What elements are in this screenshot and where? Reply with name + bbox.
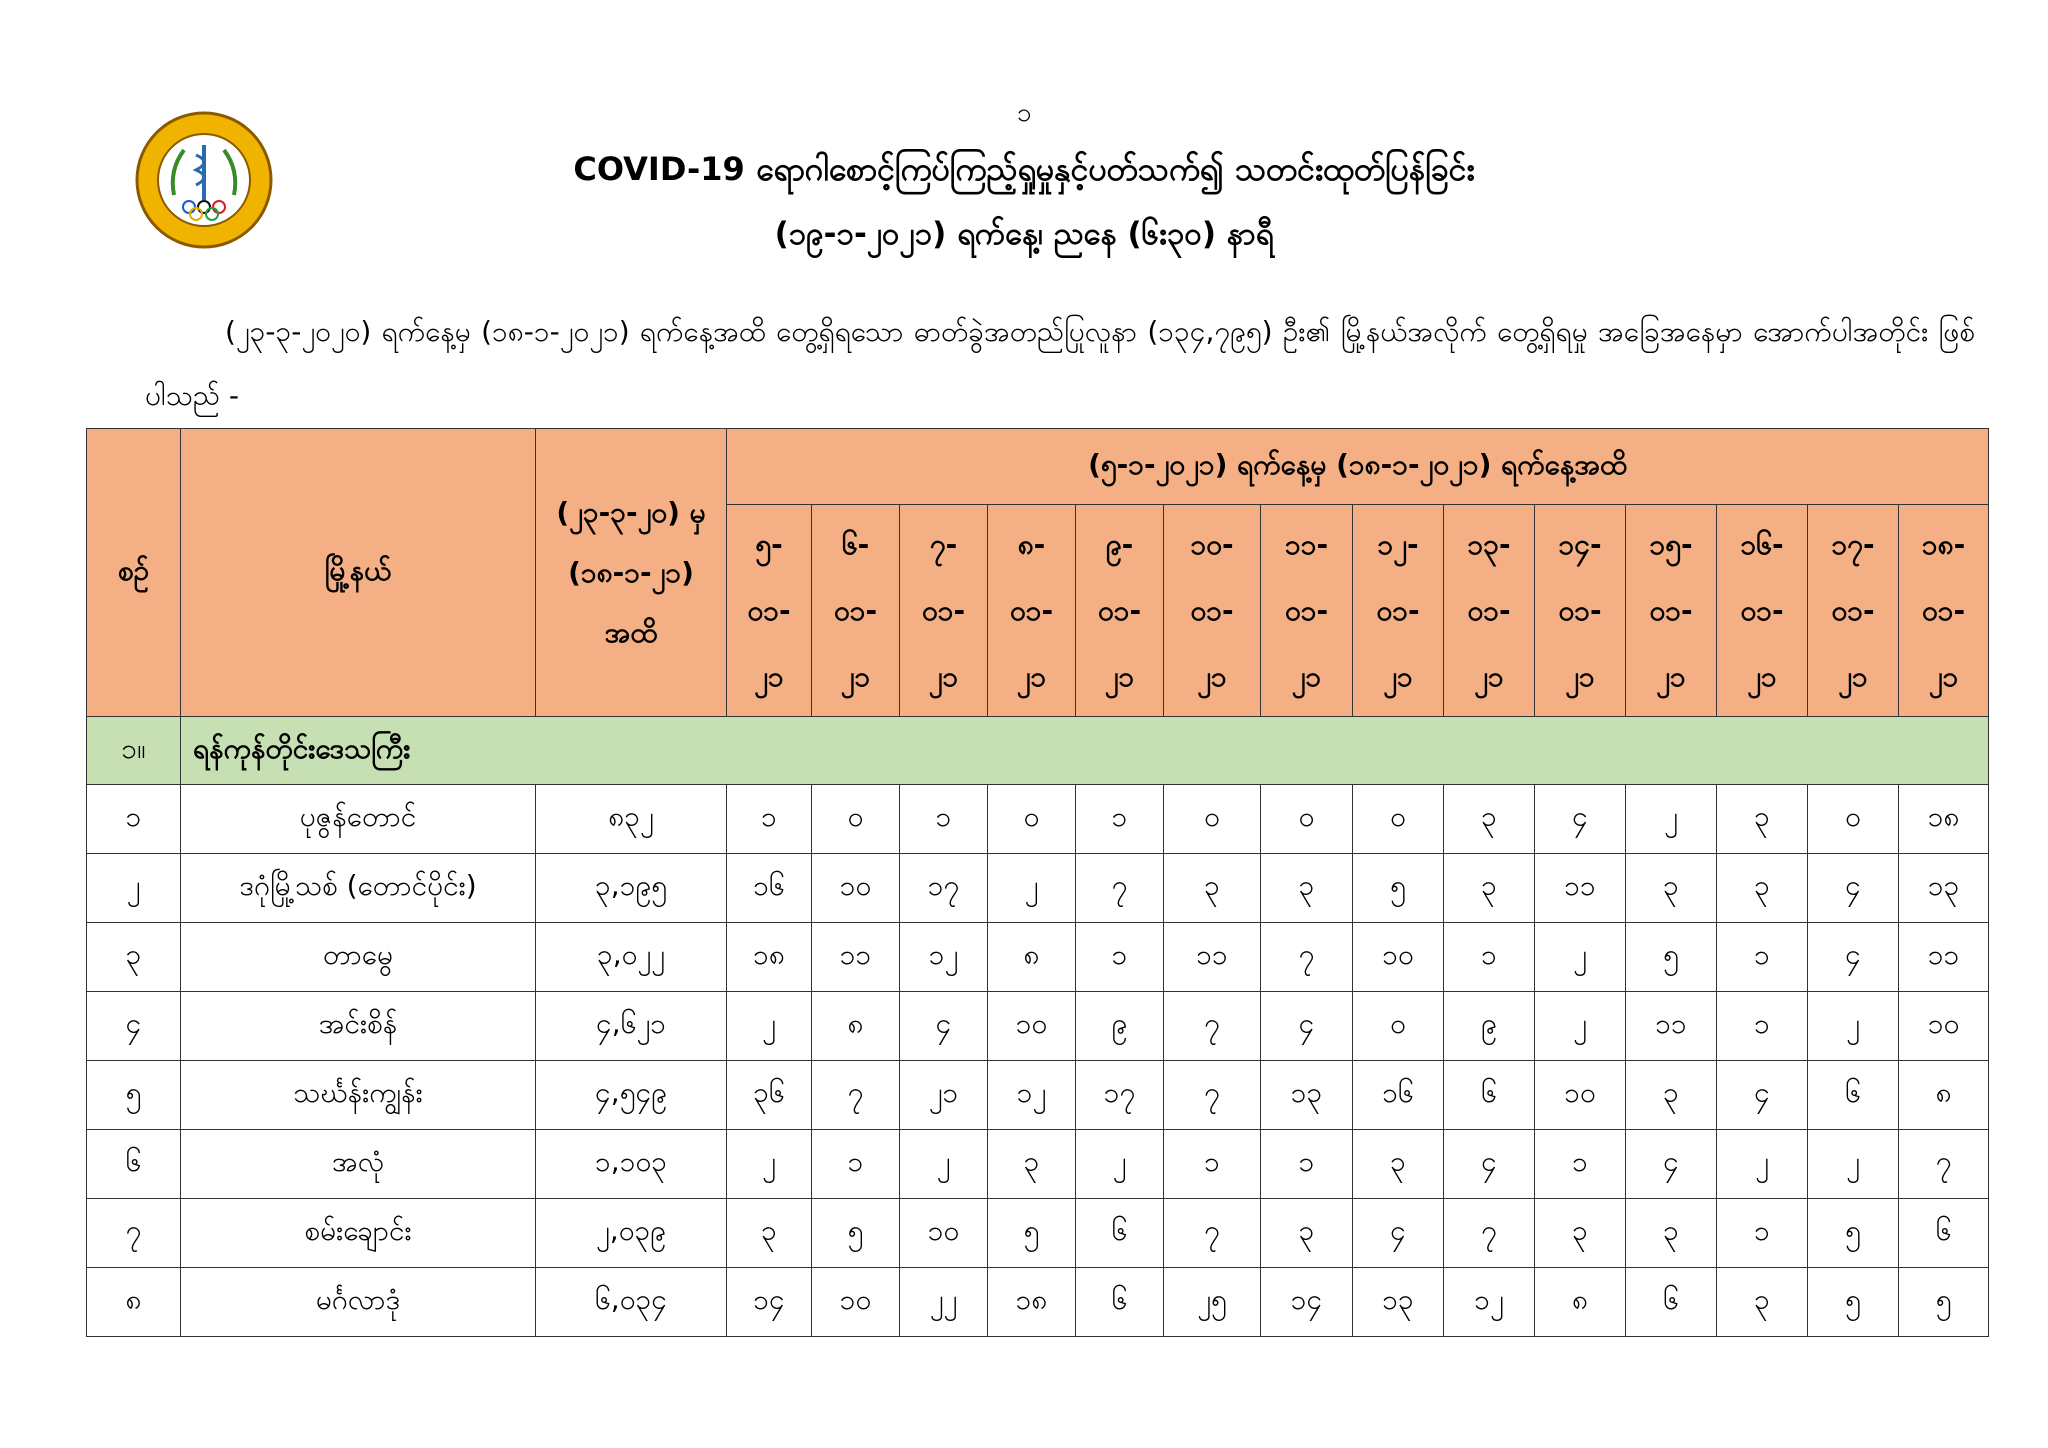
daily-cases: ၈ bbox=[812, 992, 900, 1061]
header-date: ၁၃- ၀၁- ၂၁ bbox=[1444, 505, 1535, 717]
daily-cases: ၁၀ bbox=[1899, 992, 1989, 1061]
daily-cases: ၁၃ bbox=[1261, 1061, 1353, 1130]
daily-cases: ၀ bbox=[1164, 785, 1261, 854]
header-date: ၉- ၀၁- ၂၁ bbox=[1076, 505, 1164, 717]
cumulative-cases: ၃,၀၂၂ bbox=[536, 923, 727, 992]
daily-cases: ၅ bbox=[812, 1199, 900, 1268]
header-date: ၁၀- ၀၁- ၂၁ bbox=[1164, 505, 1261, 717]
daily-cases: ၉ bbox=[1076, 992, 1164, 1061]
daily-cases: ၁၁ bbox=[1899, 923, 1989, 992]
daily-cases: ၃ bbox=[727, 1199, 812, 1268]
intro-paragraph: (၂၃-၃-၂၀၂၀) ရက်နေ့မှ (၁၈-၁-၂၀၂၁) ရက်နေ့အထိ တွေ့ရှိရသော ဓာတ်ခွဲအတည်ပြုလူနာ (၁၃၄,၇၉၅) ဦး၏ မြို့နယ်အလိုက် တွေ့ရှိရမှု အခြေအနေမှာ အောက်ပါအတိုင်း ဖြစ်ပါသည် - bbox=[145, 315, 1975, 412]
header-date: ၈- ၀၁- ၂၁ bbox=[988, 505, 1076, 717]
daily-cases: ၈ bbox=[1899, 1061, 1989, 1130]
daily-cases: ၃ bbox=[988, 1130, 1076, 1199]
header-cumulative: (၂၃-၃-၂၀) မှ (၁၈-၁-၂၁) အထိ bbox=[536, 429, 727, 717]
daily-cases: ၁ bbox=[727, 785, 812, 854]
daily-cases: ၁၇ bbox=[1076, 1061, 1164, 1130]
daily-cases: ၁ bbox=[1076, 785, 1164, 854]
daily-cases: ၁၀ bbox=[812, 854, 900, 923]
header-date: ၁၈- ၀၁- ၂၁ bbox=[1899, 505, 1989, 717]
township-cases-table bbox=[86, 428, 1989, 1337]
daily-cases: ၄ bbox=[1626, 1130, 1717, 1199]
daily-cases: ၂ bbox=[988, 854, 1076, 923]
header-date: ၁၇- ၀၁- ၂၁ bbox=[1808, 505, 1899, 717]
daily-cases: ၄ bbox=[1717, 1061, 1808, 1130]
daily-cases: ၁ bbox=[1164, 1130, 1261, 1199]
daily-cases: ၁၇ bbox=[900, 854, 988, 923]
header-date: ၅- ၀၁- ၂၁ bbox=[727, 505, 812, 717]
table-row bbox=[87, 1061, 1989, 1130]
daily-cases: ၁၂ bbox=[988, 1061, 1076, 1130]
page-number: ၁ bbox=[1016, 98, 1032, 128]
daily-cases: ၂ bbox=[1808, 992, 1899, 1061]
daily-cases: ၆ bbox=[1076, 1268, 1164, 1337]
daily-cases: ၂ bbox=[1535, 992, 1626, 1061]
daily-cases: ၅ bbox=[1353, 854, 1444, 923]
cumulative-cases: ၄,၅၄၉ bbox=[536, 1061, 727, 1130]
daily-cases: ၃ bbox=[1626, 854, 1717, 923]
header-township: မြို့နယ် bbox=[181, 429, 536, 717]
daily-cases: ၂၂ bbox=[900, 1268, 988, 1337]
daily-cases: ၃ bbox=[1535, 1199, 1626, 1268]
daily-cases: ၆ bbox=[1076, 1199, 1164, 1268]
header-date: ၁၄- ၀၁- ၂၁ bbox=[1535, 505, 1626, 717]
daily-cases: ၀ bbox=[1353, 785, 1444, 854]
document-title: COVID-19 ရောဂါစောင့်ကြပ်ကြည့်ရှုမှုနှင့်ပတ်သက်၍ သတင်းထုတ်ပြန်ခြင်း bbox=[573, 150, 1475, 188]
daily-cases: ၅ bbox=[1808, 1199, 1899, 1268]
daily-cases: ၁၆ bbox=[1353, 1061, 1444, 1130]
daily-cases: ၀ bbox=[1261, 785, 1353, 854]
daily-cases: ၃ bbox=[1261, 1199, 1353, 1268]
daily-cases: ၁၁ bbox=[1535, 854, 1626, 923]
document-subtitle: (၁၉-၁-၂၀၂၁) ရက်နေ့၊ ညနေ (၆း၃၀) နာရီ bbox=[774, 216, 1274, 252]
table-row bbox=[87, 1268, 1989, 1337]
daily-cases: ၂ bbox=[1717, 1130, 1808, 1199]
daily-cases: ၃ bbox=[1164, 854, 1261, 923]
daily-cases: ၄ bbox=[1535, 785, 1626, 854]
daily-cases: ၁၂ bbox=[900, 923, 988, 992]
region-row bbox=[87, 717, 1989, 785]
daily-cases: ၃ bbox=[1717, 854, 1808, 923]
daily-cases: ၆ bbox=[1899, 1199, 1989, 1268]
table-row bbox=[87, 1130, 1989, 1199]
daily-cases: ၁၆ bbox=[727, 854, 812, 923]
daily-cases: ၃ bbox=[1626, 1199, 1717, 1268]
daily-cases: ၆ bbox=[1808, 1061, 1899, 1130]
header-date: ၁၂- ၀၁- ၂၁ bbox=[1353, 505, 1444, 717]
daily-cases: ၉ bbox=[1444, 992, 1535, 1061]
row-no: ၂ bbox=[87, 854, 181, 923]
daily-cases: ၂၅ bbox=[1164, 1268, 1261, 1337]
cumulative-cases: ၂,၀၃၉ bbox=[536, 1199, 727, 1268]
daily-cases: ၁၁ bbox=[1164, 923, 1261, 992]
daily-cases: ၅ bbox=[988, 1199, 1076, 1268]
daily-cases: ၁ bbox=[812, 1130, 900, 1199]
daily-cases: ၁ bbox=[1076, 923, 1164, 992]
table-row bbox=[87, 992, 1989, 1061]
daily-cases: ၃ bbox=[1717, 1268, 1808, 1337]
daily-cases: ၁၈ bbox=[727, 923, 812, 992]
row-no: ၇ bbox=[87, 1199, 181, 1268]
township-name: ပုဇွန်တောင် bbox=[181, 785, 536, 854]
table-row bbox=[87, 1199, 1989, 1268]
daily-cases: ၄ bbox=[1261, 992, 1353, 1061]
township-name: တာမွေ bbox=[181, 923, 536, 992]
daily-cases: ၁ bbox=[1261, 1130, 1353, 1199]
daily-cases: ၁၀ bbox=[1353, 923, 1444, 992]
daily-cases: ၇ bbox=[1899, 1130, 1989, 1199]
cumulative-cases: ၆,၀၃၄ bbox=[536, 1268, 727, 1337]
daily-cases: ၇ bbox=[1076, 854, 1164, 923]
daily-cases: ၁၃ bbox=[1353, 1268, 1444, 1337]
daily-cases: ၄ bbox=[1444, 1130, 1535, 1199]
daily-cases: ၁ bbox=[1717, 923, 1808, 992]
daily-cases: ၁၀ bbox=[812, 1268, 900, 1337]
township-name: အင်းစိန် bbox=[181, 992, 536, 1061]
header-no: စဉ် bbox=[87, 429, 181, 717]
daily-cases: ၁ bbox=[1535, 1130, 1626, 1199]
daily-cases: ၈ bbox=[988, 923, 1076, 992]
daily-cases: ၁ bbox=[1444, 923, 1535, 992]
cumulative-cases: ၈၃၂ bbox=[536, 785, 727, 854]
daily-cases: ၃ bbox=[1353, 1130, 1444, 1199]
daily-cases: ၀ bbox=[988, 785, 1076, 854]
daily-cases: ၁၈ bbox=[988, 1268, 1076, 1337]
daily-cases: ၃ bbox=[1444, 785, 1535, 854]
daily-cases: ၇ bbox=[1444, 1199, 1535, 1268]
daily-cases: ၁ bbox=[1717, 1199, 1808, 1268]
daily-cases: ၆ bbox=[1444, 1061, 1535, 1130]
cumulative-cases: ၃,၁၉၅ bbox=[536, 854, 727, 923]
daily-cases: ၂ bbox=[1808, 1130, 1899, 1199]
row-no: ၄ bbox=[87, 992, 181, 1061]
region-no: ၁။ bbox=[87, 717, 181, 785]
table-row bbox=[87, 923, 1989, 992]
daily-cases: ၄ bbox=[1808, 923, 1899, 992]
daily-cases: ၃၆ bbox=[727, 1061, 812, 1130]
daily-cases: ၂ bbox=[1076, 1130, 1164, 1199]
header-date: ၆- ၀၁- ၂၁ bbox=[812, 505, 900, 717]
header-date: ၁၆- ၀၁- ၂၁ bbox=[1717, 505, 1808, 717]
cumulative-cases: ၁,၁၀၃ bbox=[536, 1130, 727, 1199]
row-no: ၈ bbox=[87, 1268, 181, 1337]
township-name: ဒဂုံမြို့သစ် (တောင်ပိုင်း) bbox=[181, 854, 536, 923]
daily-cases: ၁ bbox=[900, 785, 988, 854]
daily-cases: ၁၀ bbox=[900, 1199, 988, 1268]
daily-cases: ၃ bbox=[1717, 785, 1808, 854]
daily-cases: ၇ bbox=[812, 1061, 900, 1130]
daily-cases: ၃ bbox=[1626, 1061, 1717, 1130]
daily-cases: ၂ bbox=[1626, 785, 1717, 854]
daily-cases: ၄ bbox=[1353, 1199, 1444, 1268]
daily-cases: ၅ bbox=[1626, 923, 1717, 992]
daily-cases: ၀ bbox=[1808, 785, 1899, 854]
daily-cases: ၄ bbox=[900, 992, 988, 1061]
daily-cases: ၁၄ bbox=[1261, 1268, 1353, 1337]
daily-cases: ၁၈ bbox=[1899, 785, 1989, 854]
table-row bbox=[87, 785, 1989, 854]
daily-cases: ၁၂ bbox=[1444, 1268, 1535, 1337]
header-date: ၁၅- ၀၁- ၂၁ bbox=[1626, 505, 1717, 717]
daily-cases: ၇ bbox=[1261, 923, 1353, 992]
township-name: မင်္ဂလာဒုံ bbox=[181, 1268, 536, 1337]
daily-cases: ၆ bbox=[1626, 1268, 1717, 1337]
daily-cases: ၂ bbox=[900, 1130, 988, 1199]
daily-cases: ၄ bbox=[1808, 854, 1899, 923]
daily-cases: ၁ bbox=[1717, 992, 1808, 1061]
header-date: ၇- ၀၁- ၂၁ bbox=[900, 505, 988, 717]
row-no: ၅ bbox=[87, 1061, 181, 1130]
daily-cases: ၁၀ bbox=[1535, 1061, 1626, 1130]
daily-cases: ၀ bbox=[1353, 992, 1444, 1061]
daily-cases: ၅ bbox=[1808, 1268, 1899, 1337]
daily-cases: ၃ bbox=[1261, 854, 1353, 923]
daily-cases: ၇ bbox=[1164, 1061, 1261, 1130]
daily-cases: ၁၁ bbox=[1626, 992, 1717, 1061]
township-name: စမ်းချောင်း bbox=[181, 1199, 536, 1268]
daily-cases: ၃ bbox=[1444, 854, 1535, 923]
daily-cases: ၁၃ bbox=[1899, 854, 1989, 923]
daily-cases: ၀ bbox=[812, 785, 900, 854]
daily-cases: ၅ bbox=[1899, 1268, 1989, 1337]
daily-cases: ၁၄ bbox=[727, 1268, 812, 1337]
daily-cases: ၁၁ bbox=[812, 923, 900, 992]
region-name: ရန်ကုန်တိုင်းဒေသကြီး bbox=[181, 717, 1989, 785]
daily-cases: ၂ bbox=[1535, 923, 1626, 992]
row-no: ၆ bbox=[87, 1130, 181, 1199]
township-name: သင်္ဃန်းကျွန်း bbox=[181, 1061, 536, 1130]
daily-cases: ၂ bbox=[727, 992, 812, 1061]
daily-cases: ၂ bbox=[727, 1130, 812, 1199]
table-row bbox=[87, 854, 1989, 923]
daily-cases: ၇ bbox=[1164, 992, 1261, 1061]
township-name: အလုံ bbox=[181, 1130, 536, 1199]
daily-cases: ၇ bbox=[1164, 1199, 1261, 1268]
row-no: ၃ bbox=[87, 923, 181, 992]
daily-cases: ၂၁ bbox=[900, 1061, 988, 1130]
row-no: ၁ bbox=[87, 785, 181, 854]
header-date: ၁၁- ၀၁- ၂၁ bbox=[1261, 505, 1353, 717]
header-daily-range: (၅-၁-၂၀၂၁) ရက်နေ့မှ (၁၈-၁-၂၀၂၁) ရက်နေ့အထိ bbox=[727, 429, 1989, 505]
cumulative-cases: ၄,၆၂၁ bbox=[536, 992, 727, 1061]
daily-cases: ၈ bbox=[1535, 1268, 1626, 1337]
daily-cases: ၁၀ bbox=[988, 992, 1076, 1061]
